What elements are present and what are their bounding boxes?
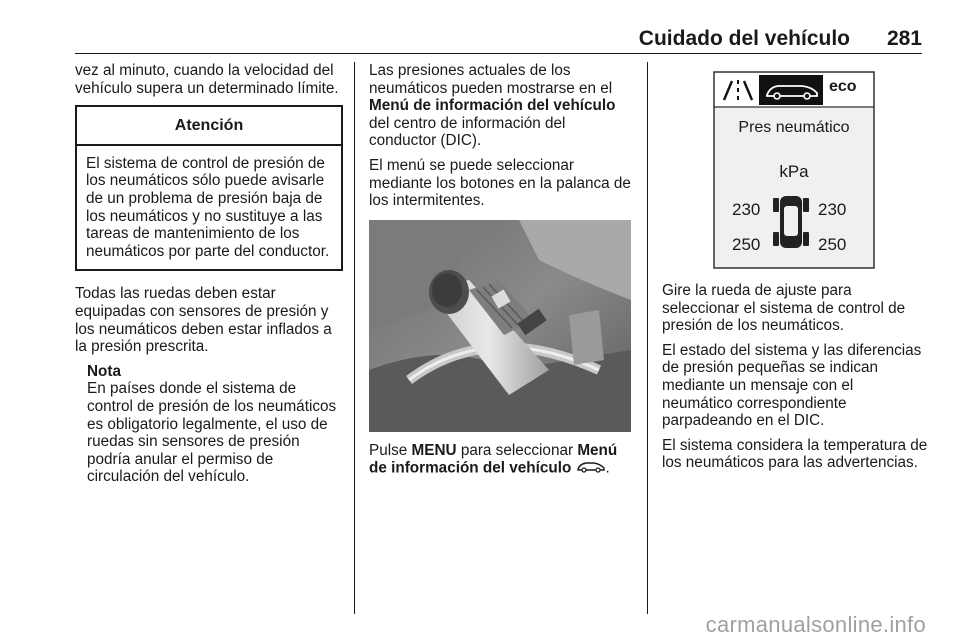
header-rule — [75, 53, 922, 54]
wheels-paragraph: Todas las ruedas deben estar equipadas con sensores de presión y los neumáticos deben estar inflados a la presión prescrita. — [75, 285, 332, 356]
page-number: 281 — [886, 27, 922, 50]
column-divider-1 — [354, 62, 355, 614]
note-title: Nota — [87, 362, 121, 380]
dic-eco-label: eco — [829, 78, 857, 95]
car-menu-icon — [576, 459, 606, 478]
vehicle-info-menu-label: Menú de información del vehículo — [369, 97, 616, 115]
rear-right-pressure: 250 — [818, 235, 847, 254]
note-body: En países donde el sistema de control de presión de los neumáticos es obligatorio legalmente, el uso de ruedas sin sensores de presión podría anular el permiso de circulación del vehículo. — [87, 380, 337, 486]
turn-signal-lever-photo — [369, 220, 631, 432]
site-watermark: carmanualsonline.info — [705, 612, 926, 637]
rear-left-pressure: 250 — [732, 235, 761, 254]
caption-menu-name: Menú de información del vehículo — [369, 441, 618, 477]
page-header-title: Cuidado del vehículo — [638, 27, 850, 50]
caption-text-pulse: Pulse — [369, 441, 408, 459]
pressure-text-start: Las presiones actuales de los neumáticos pueden mostrarse en el — [369, 62, 613, 97]
pressure-paragraph — [369, 62, 635, 150]
caption-text-mid: para seleccionar — [460, 441, 574, 459]
menu-button-label: MENU — [411, 441, 457, 459]
dic-title: Pres neumático — [738, 119, 850, 136]
dic-tire-pressure-display — [662, 66, 924, 270]
vehicle-info-car-icon — [759, 75, 823, 105]
photo-caption — [369, 442, 635, 478]
menu-select-paragraph: El menú se puede seleccionar mediante los botones en la palanca de los intermitentes. — [369, 156, 631, 210]
column-1 — [75, 62, 343, 486]
caption-period: . — [605, 459, 610, 477]
adjust-wheel-paragraph: Gire la rueda de ajuste para seleccionar el sistema de control de presión de los neumáticos. — [662, 282, 906, 335]
column-2 — [369, 62, 635, 485]
lever-photo-graphic — [369, 220, 631, 432]
front-left-pressure: 230 — [732, 200, 761, 219]
pressure-text-end: del centro de información del conductor (DIC). — [369, 114, 566, 150]
system-status-paragraph: El estado del sistema y las diferencias de presión pequeñas se indican mediante un mensaje con el neumático correspondiente parpadeando en el DIC. — [662, 341, 922, 430]
column-divider-2 — [647, 62, 648, 614]
dic-unit: kPa — [779, 162, 809, 181]
front-right-pressure: 230 — [818, 200, 847, 219]
warning-box — [75, 105, 343, 271]
temperature-paragraph: El sistema considera la temperatura de los neumáticos para las advertencias. — [662, 436, 928, 472]
warning-title: Atención — [77, 107, 341, 146]
intro-paragraph: vez al minuto, cuando la velocidad del vehículo supera un determinado límite. — [75, 62, 339, 97]
note-block — [75, 363, 343, 486]
warning-body: El sistema de control de presión de los neumáticos sólo puede avisarle de un problema de presión baja de los neumáticos y no sustituye a las tareas de mantenimiento de los neumáticos por parte del conductor. — [86, 154, 330, 260]
column-3 — [662, 62, 928, 479]
